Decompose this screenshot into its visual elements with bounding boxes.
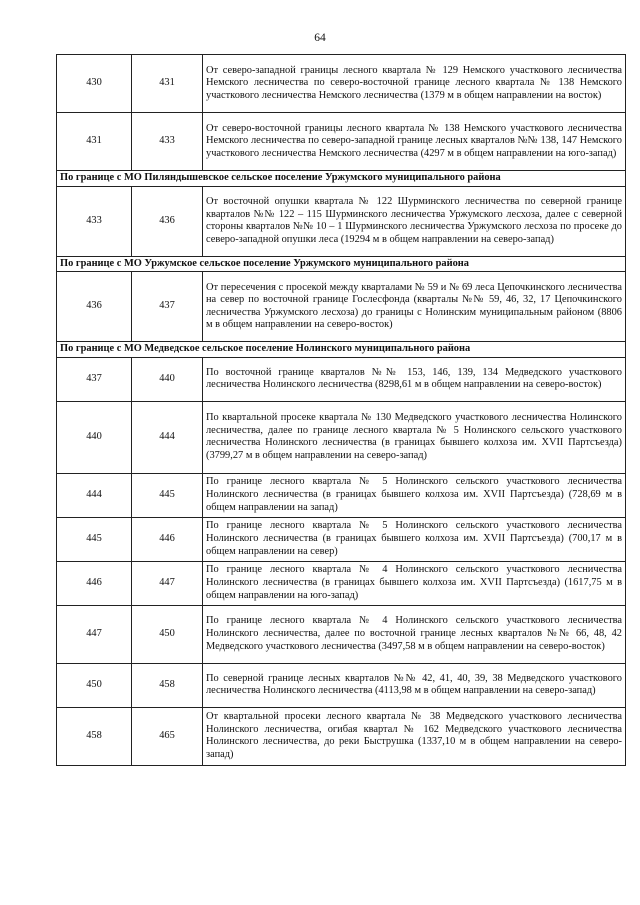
from-point: 446 — [57, 561, 132, 605]
from-point: 433 — [57, 186, 132, 256]
section-heading: По границе с МО Уржумское сельское поселение Уржумского муниципального района — [57, 256, 626, 272]
boundary-description: От северо-западной границы лесного квартала № 129 Немского участкового лесничества Немского лесничества по северо-восточной границе лесного квартала № 138 Немского участкового лесничества Немского лесничества (1379 м в общем направлении на восток) — [203, 55, 626, 113]
from-point: 437 — [57, 357, 132, 401]
boundary-description: По границе лесного квартала № 4 Нолинского сельского участкового лесничества Нолинского лесничества, далее по восточной границе лесных кварталов №№ 66, 48, 42 Медведского участкового лесничества (3497,58 м в общем направлении на северо-восток) — [203, 605, 626, 663]
boundary-description: По восточной границе кварталов №№ 153, 146, 139, 134 Медведского участкового лесничества Нолинского лесничества (8298,61 м в общем направлении на северо-восток) — [203, 357, 626, 401]
from-point: 444 — [57, 473, 132, 517]
boundary-description: По квартальной просеке квартала № 130 Медведского участкового лесничества Нолинского лесничества, далее по границе лесного квартала № 5 Нолинского сельского участкового лесничества Нолинского лесничества (в границах бывшего колхоза им. XVII Партсъезда) (3799,27 м в общем направлении на северо-запад) — [203, 401, 626, 473]
to-point: 437 — [132, 272, 203, 342]
table-row — [57, 517, 626, 561]
section-header-row — [57, 342, 626, 358]
from-point: 431 — [57, 113, 132, 171]
boundary-description: По границе лесного квартала № 5 Нолинского сельского участкового лесничества Нолинского лесничества (в границах бывшего колхоза им. XVII Партсъезда) (700,17 м в общем направлении на север) — [203, 517, 626, 561]
table-row — [57, 55, 626, 113]
to-point: 440 — [132, 357, 203, 401]
to-point: 444 — [132, 401, 203, 473]
table-row — [57, 605, 626, 663]
section-header-row — [57, 171, 626, 187]
boundary-description: От пересечения с просекой между кварталами № 59 и № 69 леса Цепочкинского лесничества на север по восточной границе Гослесфонда (кварталы №№ 59, 46, 32, 17 Цепочкинского лесничества Уржумского лесхоза) до границы с Нолинским муниципальным районом (8806 м в общем направлении на северо-восток) — [203, 272, 626, 342]
section-heading: По границе с МО Пиляндышевское сельское поселение Уржумского муниципального района — [57, 171, 626, 187]
table-row — [57, 113, 626, 171]
from-point: 430 — [57, 55, 132, 113]
page-number: 64 — [314, 32, 326, 44]
table-row — [57, 186, 626, 256]
boundary-description: По северной границе лесных кварталов №№ 42, 41, 40, 39, 38 Медведского участкового лесничества Нолинского лесничества (4113,98 м в общем направлении на северо-запад) — [203, 663, 626, 707]
from-point: 440 — [57, 401, 132, 473]
boundary-description: По границе лесного квартала № 5 Нолинского сельского участкового лесничества Нолинского лесничества (в границах бывшего колхоза им. XVII Партсъезда) (728,69 м в общем направлении на запад) — [203, 473, 626, 517]
section-header-row — [57, 256, 626, 272]
to-point: 465 — [132, 707, 203, 765]
to-point: 445 — [132, 473, 203, 517]
from-point: 458 — [57, 707, 132, 765]
to-point: 431 — [132, 55, 203, 113]
boundary-description: От восточной опушки квартала № 122 Шурминского лесничества по северной границе кварталов №№ 122 – 115 Шурминского лесничества Уржумского лесхоза, далее с северной стороны кварталов №№ 10 – 1 Шурминского лесничества Уржумского лесхоза по просеке до северо-западной опушки леса (19294 м в общем направлении на северо-запад) — [203, 186, 626, 256]
table-row — [57, 473, 626, 517]
table-row — [57, 707, 626, 765]
from-point: 450 — [57, 663, 132, 707]
to-point: 458 — [132, 663, 203, 707]
boundary-description: От квартальной просеки лесного квартала № 38 Медведского участкового лесничества Нолинского лесничества, огибая квартал № 162 Медведского участкового лесничества Нолинского лесничества, до реки Быструшка (1337,10 м в общем направлении на северо-запад) — [203, 707, 626, 765]
to-point: 450 — [132, 605, 203, 663]
to-point: 447 — [132, 561, 203, 605]
from-point: 445 — [57, 517, 132, 561]
boundary-description: От северо-восточной границы лесного квартала № 138 Немского участкового лесничества Немского лесничества по северо-западной границе лесных кварталов №№ 138, 147 Немского участкового лесничества Немского лесничества (4297 м в общем направлении на юго-запад) — [203, 113, 626, 171]
from-point: 436 — [57, 272, 132, 342]
table-row — [57, 272, 626, 342]
to-point: 446 — [132, 517, 203, 561]
table-row — [57, 663, 626, 707]
boundary-description: По границе лесного квартала № 4 Нолинского сельского участкового лесничества Нолинского лесничества (в границах бывшего колхоза им. XVII Партсъезда) (1617,75 м в общем направлении на юго-запад) — [203, 561, 626, 605]
table-row — [57, 401, 626, 473]
boundary-table — [56, 54, 626, 766]
table-row — [57, 561, 626, 605]
to-point: 433 — [132, 113, 203, 171]
to-point: 436 — [132, 186, 203, 256]
from-point: 447 — [57, 605, 132, 663]
table-row — [57, 357, 626, 401]
section-heading: По границе с МО Медведское сельское поселение Нолинского муниципального района — [57, 342, 626, 358]
